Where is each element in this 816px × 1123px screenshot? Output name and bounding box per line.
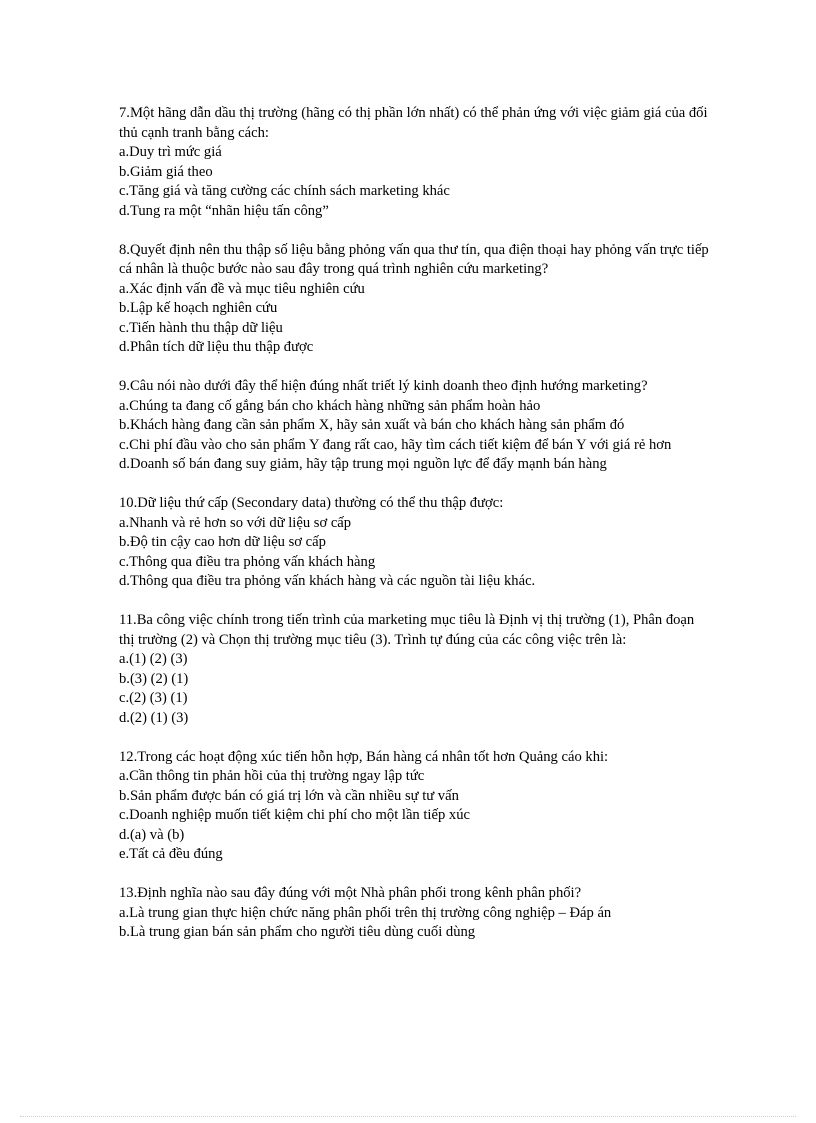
answer-option: b.Là trung gian bán sản phẩm cho người tiêu dùng cuối dùng bbox=[119, 924, 476, 940]
question-text: 7.Một hãng dẫn dầu thị trường (hãng có thị phần lớn nhất) có thể phản ứng với việc giảm giá của đối thủ cạnh tranh bằng cách: bbox=[119, 105, 708, 141]
question-10 bbox=[119, 494, 709, 592]
page-bottom-divider bbox=[20, 1116, 796, 1117]
question-text: 11.Ba công việc chính trong tiến trình của marketing mục tiêu là Định vị thị trường (1), Phân đoạn thị trường (2) và Chọn thị trường mục tiêu (3). Trình tự đúng của các công việc trên là: bbox=[119, 612, 695, 648]
answer-option: b.Khách hàng đang cần sản phẩm X, hãy sản xuất và bán cho khách hàng sản phẩm đó bbox=[119, 417, 625, 433]
answer-option: d.Tung ra một “nhãn hiệu tấn công” bbox=[119, 202, 329, 219]
question-7 bbox=[119, 104, 709, 221]
answer-option: c.Thông qua điều tra phỏng vấn khách hàng bbox=[119, 553, 376, 570]
answer-option: a.Duy trì mức giá bbox=[119, 144, 222, 160]
answer-option: e.Tất cả đều đúng bbox=[119, 846, 223, 862]
question-list bbox=[119, 104, 709, 962]
answer-option: a.Nhanh và rẻ hơn so với dữ liệu sơ cấp bbox=[119, 514, 352, 531]
answer-option: d.(a) và (b) bbox=[119, 826, 185, 843]
answer-option: a.Chúng ta đang cố gắng bán cho khách hàng những sản phẩm hoàn hảo bbox=[119, 397, 541, 414]
question-11 bbox=[119, 611, 709, 728]
answer-option: b.(3) (2) (1) bbox=[119, 670, 189, 687]
answer-option: b.Lập kế hoạch nghiên cứu bbox=[119, 300, 278, 316]
answer-option: a.Cần thông tin phản hồi của thị trường ngay lập tức bbox=[119, 768, 425, 784]
answer-option: d.Phân tích dữ liệu thu thập được bbox=[119, 339, 314, 355]
question-text: 8.Quyết định nên thu thập số liệu bằng phỏng vấn qua thư tín, qua điện thoại hay phỏng vấn trực tiếp cá nhân là thuộc bước nào sau đây trong quá trình nghiên cứu marketing? bbox=[119, 241, 709, 277]
answer-option: a.Là trung gian thực hiện chức năng phân phối trên thị trường công nghiệp – Đáp án bbox=[119, 904, 612, 921]
answer-option: c.Doanh nghiệp muốn tiết kiệm chi phí cho một lần tiếp xúc bbox=[119, 807, 470, 823]
answer-option: c.Tăng giá và tăng cường các chính sách marketing khác bbox=[119, 183, 450, 199]
question-text: 13.Định nghĩa nào sau đây đúng với một Nhà phân phối trong kênh phân phối? bbox=[119, 885, 582, 901]
answer-option: b.Giảm giá theo bbox=[119, 163, 213, 180]
question-13 bbox=[119, 884, 709, 943]
answer-option: a.(1) (2) (3) bbox=[119, 651, 188, 667]
answer-option: c.Tiến hành thu thập dữ liệu bbox=[119, 319, 283, 336]
question-text: 12.Trong các hoạt động xúc tiến hỗn hợp, Bán hàng cá nhân tốt hơn Quảng cáo khi: bbox=[119, 748, 609, 765]
answer-option: b.Độ tin cậy cao hơn dữ liệu sơ cấp bbox=[119, 534, 326, 550]
question-12 bbox=[119, 748, 709, 865]
question-8 bbox=[119, 241, 709, 358]
question-text: 10.Dữ liệu thứ cấp (Secondary data) thường có thể thu thập được: bbox=[119, 495, 504, 511]
answer-option: c.(2) (3) (1) bbox=[119, 690, 188, 706]
answer-option: c.Chi phí đầu vào cho sản phẩm Y đang rất cao, hãy tìm cách tiết kiệm để bán Y với giá rẻ hơn bbox=[119, 436, 672, 453]
answer-option: d.Thông qua điều tra phỏng vấn khách hàng và các nguồn tài liệu khác. bbox=[119, 573, 536, 589]
answer-option: a.Xác định vấn đề và mục tiêu nghiên cứu bbox=[119, 280, 365, 297]
answer-option: b.Sản phẩm được bán có giá trị lớn và cần nhiều sự tư vấn bbox=[119, 787, 459, 804]
answer-option: d.(2) (1) (3) bbox=[119, 709, 189, 726]
question-text: 9.Câu nói nào dưới đây thể hiện đúng nhất triết lý kinh doanh theo định hướng marketing? bbox=[119, 378, 648, 394]
answer-option: d.Doanh số bán đang suy giảm, hãy tập trung mọi nguồn lực để đẩy mạnh bán hàng bbox=[119, 456, 607, 472]
question-9 bbox=[119, 377, 709, 475]
